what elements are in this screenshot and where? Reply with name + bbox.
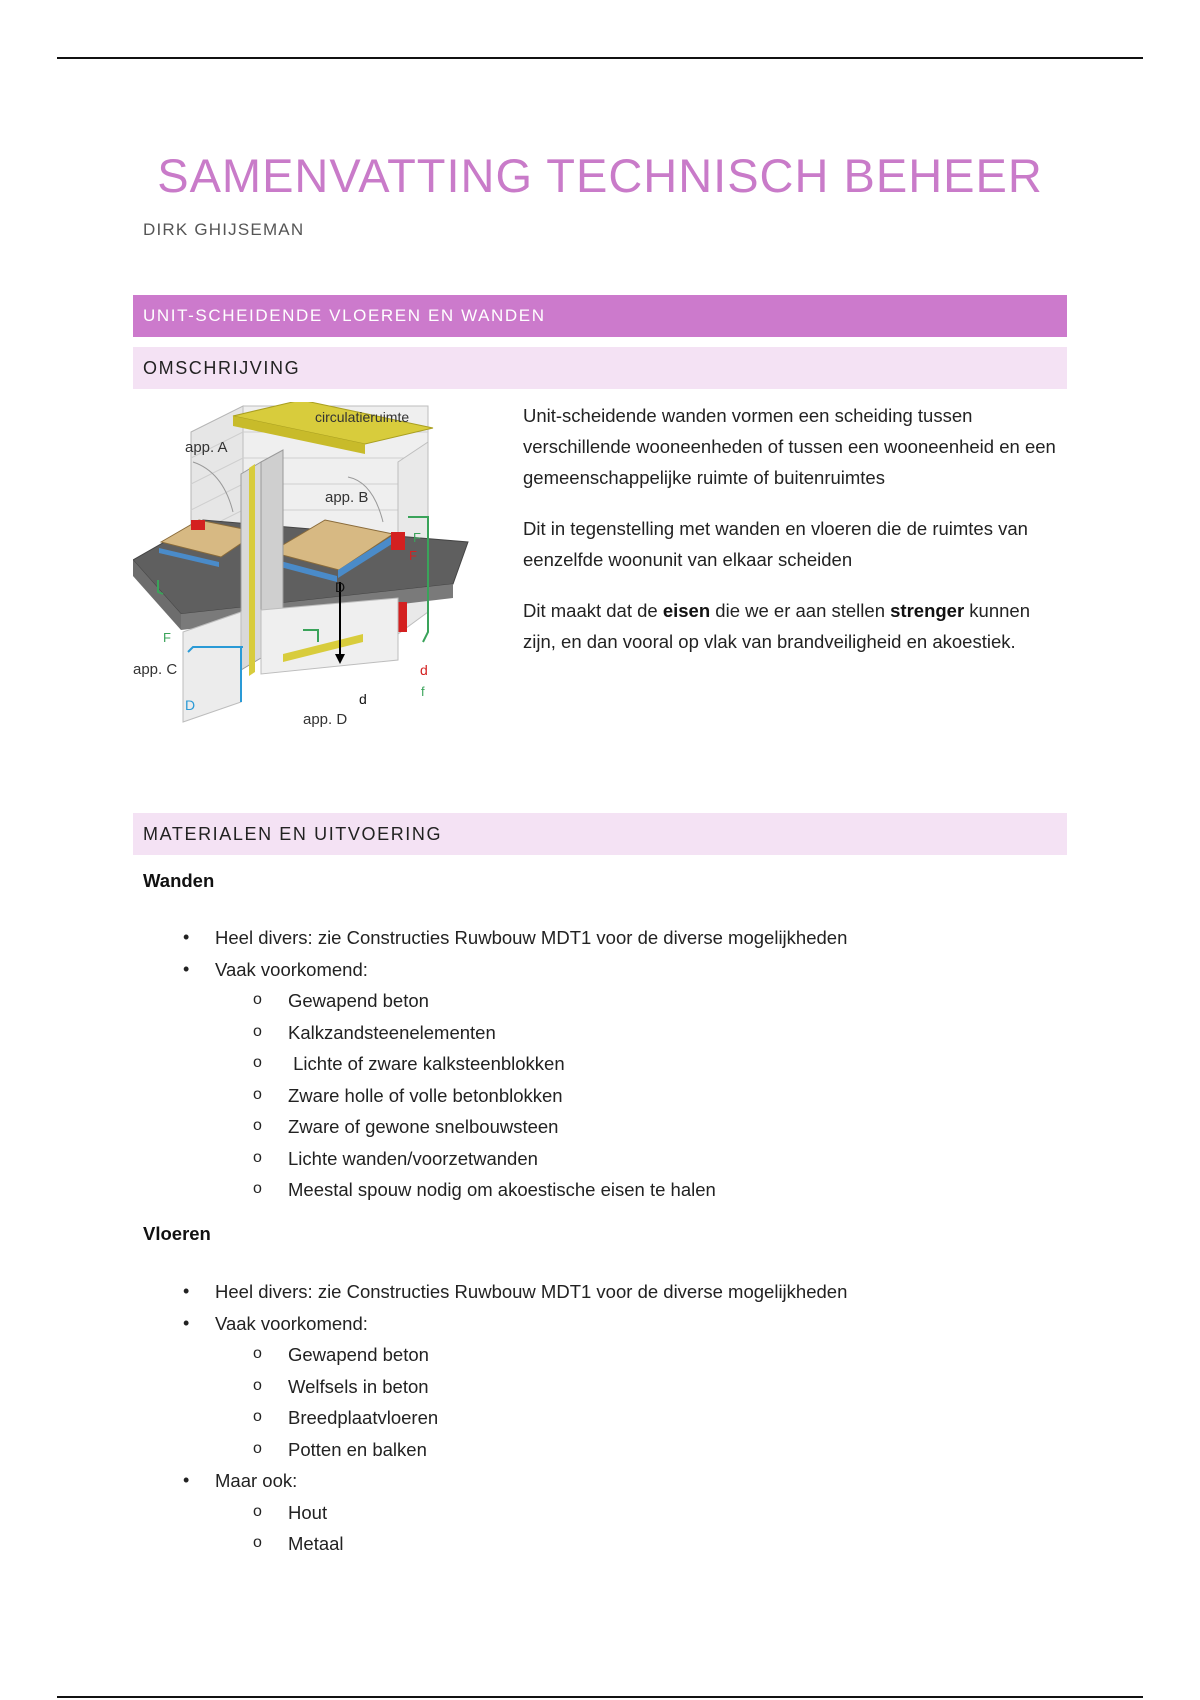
sub-list-item: o Zware holle of volle betonblokken — [183, 1080, 847, 1112]
label-f-small: f — [421, 684, 425, 699]
label-d-black: d — [359, 691, 367, 707]
construction-drawing — [133, 402, 503, 742]
walls-list — [183, 922, 847, 1206]
list-item: • Heel divers: zie Constructies Ruwbouw MDT1 voor de diverse mogelijkheden — [183, 1276, 847, 1308]
label-d-upper: D — [335, 579, 346, 595]
sub-list-item: o Zware of gewone snelbouwsteen — [183, 1111, 847, 1143]
list-item: • Heel divers: zie Constructies Ruwbouw MDT1 voor de diverse mogelijkheden — [183, 922, 847, 954]
p3-text-c: die we er aan stellen — [710, 600, 891, 621]
p3-bold-strenger: strenger — [890, 600, 965, 621]
label-app-b: app. B — [325, 489, 369, 506]
sub-list-item: o Potten en balken — [183, 1434, 847, 1466]
label-circulation: circulatieruimte — [315, 409, 410, 425]
list-item: • Maar ook: — [183, 1465, 847, 1497]
sub-list-item: o Welfsels in beton — [183, 1371, 847, 1403]
description-paragraph-1: Unit-scheidende wanden vormen een scheiding tussen verschillende wooneenheden of tussen een wooneenheid en een gemeenschappelijke ruimte of buitenruimtes — [523, 405, 1056, 488]
sub-list-item: o Lichte of zware kalksteenblokken — [183, 1048, 847, 1080]
top-rule — [57, 57, 1143, 59]
floors-heading: Vloeren — [143, 1223, 211, 1244]
list-item: • Vaak voorkomend: — [183, 1308, 847, 1340]
label-f-green: F — [413, 530, 421, 545]
sub-list-item: o Gewapend beton — [183, 985, 847, 1017]
section-heading: UNIT-SCHEIDENDE VLOEREN EN WANDEN — [133, 295, 1067, 337]
label-app-a: app. A — [185, 439, 228, 456]
sub-list-item: o Gewapend beton — [183, 1339, 847, 1371]
label-d-blue: D — [185, 697, 196, 713]
walls-heading: Wanden — [143, 870, 215, 891]
description-text — [523, 400, 1068, 677]
sub-list-item: o Metaal — [183, 1528, 847, 1560]
sub-list-item: o Hout — [183, 1497, 847, 1529]
p3-text-a: Dit maakt dat de — [523, 600, 663, 621]
list-item: • Vaak voorkomend: — [183, 954, 847, 986]
document-author: DIRK GHIJSEMAN — [143, 220, 305, 239]
label-d-red: d — [420, 662, 428, 678]
sub-list-item: o Breedplaatvloeren — [183, 1402, 847, 1434]
description-paragraph-2: Dit in tegenstelling met wanden en vloeren die de ruimtes van eenzelfde woonunit van elkaar scheiden — [523, 518, 1028, 570]
label-f-green-left: F — [163, 630, 171, 645]
sub-list-item: o Meestal spouw nodig om akoestische eisen te halen — [183, 1174, 847, 1206]
label-f-red: F — [409, 548, 417, 563]
label-app-d: app. D — [303, 711, 348, 728]
description-heading: OMSCHRIJVING — [133, 347, 1067, 389]
label-app-c: app. C — [133, 661, 178, 678]
p3-text-e: kunnen zijn, en dan vooral op vlak van brandveiligheid en akoestiek. — [523, 600, 1030, 652]
bottom-rule — [57, 1696, 1143, 1698]
floors-list — [183, 1276, 847, 1560]
p3-bold-eisen: eisen — [662, 600, 711, 621]
sub-list-item: o Lichte wanden/voorzetwanden — [183, 1143, 847, 1175]
sub-list-item: o Kalkzandsteenelementen — [183, 1017, 847, 1049]
description-paragraph-3 — [523, 595, 1068, 657]
construction-illustration — [133, 402, 503, 742]
document-title: SAMENVATTING TECHNISCH BEHEER — [157, 149, 1043, 202]
materials-heading: MATERIALEN EN UITVOERING — [133, 813, 1067, 855]
